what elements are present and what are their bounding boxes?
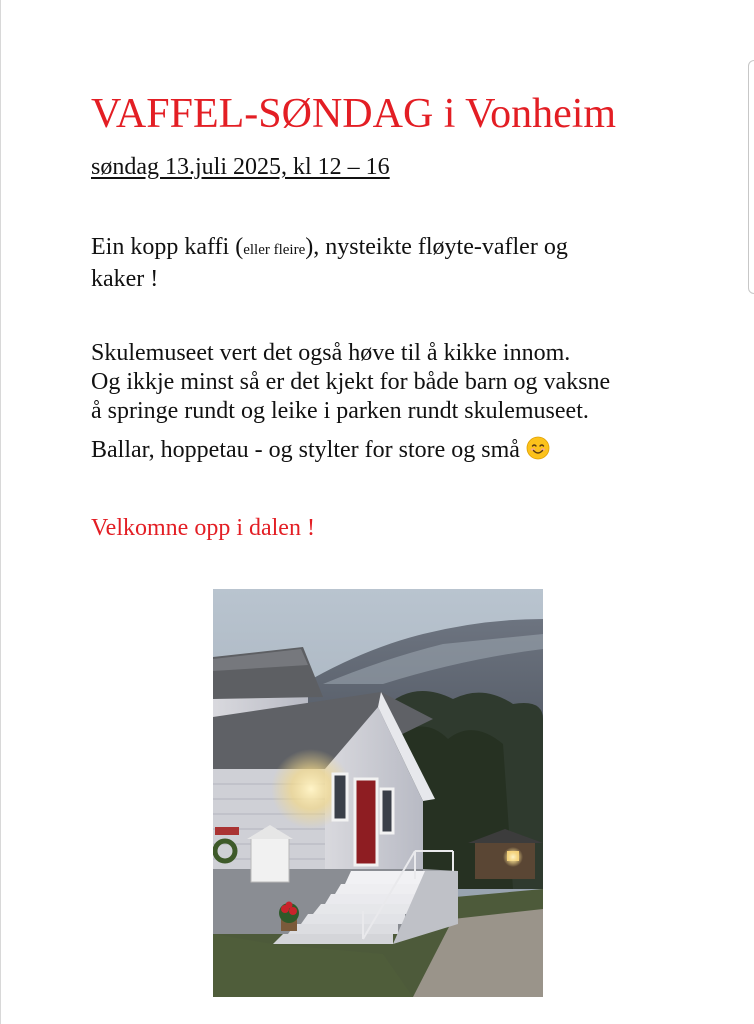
coffee-text-small: eller fleire (243, 242, 306, 258)
house-illustration (213, 589, 543, 997)
paragraph-games (91, 436, 691, 465)
games-text: Ballar, hoppetau - og stylter for store og små (91, 437, 520, 463)
museum-line-3: å springe rundt og leike i parken rundt skulemuseet. (91, 398, 589, 424)
school-museum-photo (213, 589, 543, 997)
museum-line-1: Skulemuseet vert det også høve til å kikke innom. (91, 340, 571, 366)
museum-line-2: Og ikkje minst så er det kjekt for både barn og vaksne (91, 369, 611, 395)
welcome-text: Velkomne opp i dalen ! (91, 515, 315, 541)
smiling-face-emoji-icon (526, 436, 550, 460)
scroll-indicator[interactable] (748, 60, 754, 294)
coffee-text-1: Ein kopp kaffi ( (91, 234, 244, 260)
paragraph-museum (91, 339, 691, 426)
event-date: søndag 13.juli 2025, kl 12 – 16 (91, 154, 390, 180)
paragraph-coffee (91, 233, 691, 294)
coffee-text-3: kaker ! (91, 266, 159, 292)
page-title: VAFFEL-SØNDAG i Vonheim (91, 91, 617, 137)
coffee-text-2: ), nysteikte fløyte-vafler og (305, 234, 568, 260)
